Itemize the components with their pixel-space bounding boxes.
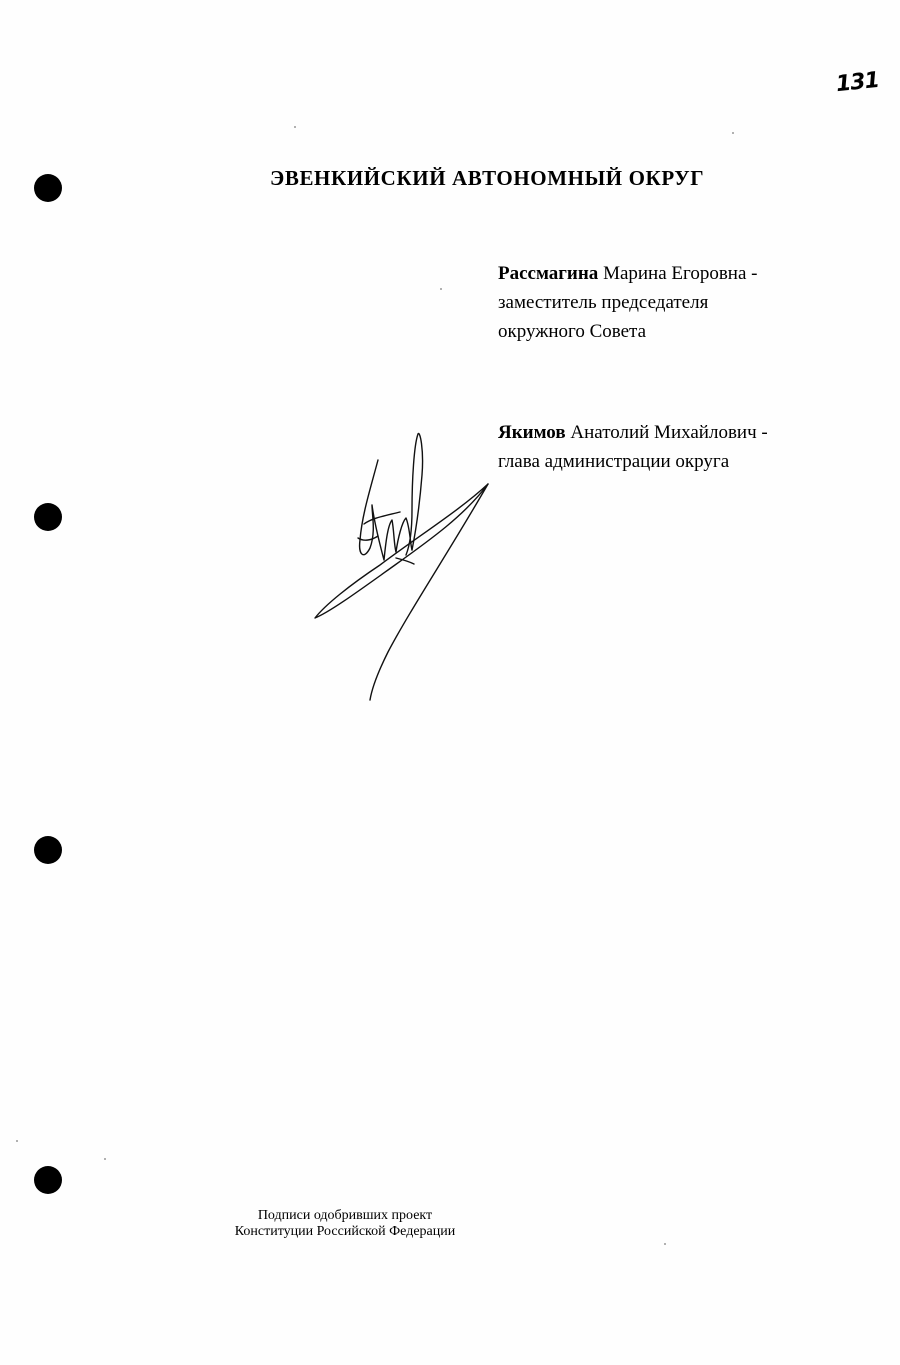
scan-speck: [294, 126, 296, 128]
signer-given-names: Марина Егоровна -: [603, 263, 758, 284]
scan-speck: [104, 1158, 106, 1160]
signer-surname: Рассмагина: [498, 263, 599, 284]
punch-hole: [34, 503, 62, 531]
signer-given-names: Анатолий Михайлович -: [570, 422, 768, 443]
signer-name-line: [498, 259, 757, 288]
footer-line: Конституции Российской Федерации: [234, 1224, 456, 1239]
handwritten-signature: [300, 420, 500, 710]
signer-block: [498, 259, 757, 346]
region-title: ЭВЕНКИЙСКИЙ АВТОНОМНЫЙ ОКРУГ: [270, 166, 705, 190]
signer-block: [498, 418, 768, 476]
signer-name-line: [498, 418, 768, 447]
punch-hole: [34, 174, 62, 202]
footer-line: Подписи одобривших проект: [257, 1208, 433, 1223]
footer-caption: [200, 1208, 490, 1240]
page-number: 131: [834, 67, 881, 98]
scan-speck: [16, 1140, 18, 1142]
punch-hole: [34, 836, 62, 864]
signer-surname: Якимов: [498, 422, 566, 443]
signer-position-line: глава администрации округа: [498, 451, 730, 472]
scan-speck: [732, 132, 734, 134]
signer-position-line: окружного Совета: [498, 321, 647, 342]
signer-position-line: заместитель председателя: [498, 292, 709, 313]
punch-hole: [34, 1166, 62, 1194]
scan-speck: [440, 288, 442, 290]
scan-speck: [664, 1243, 666, 1245]
